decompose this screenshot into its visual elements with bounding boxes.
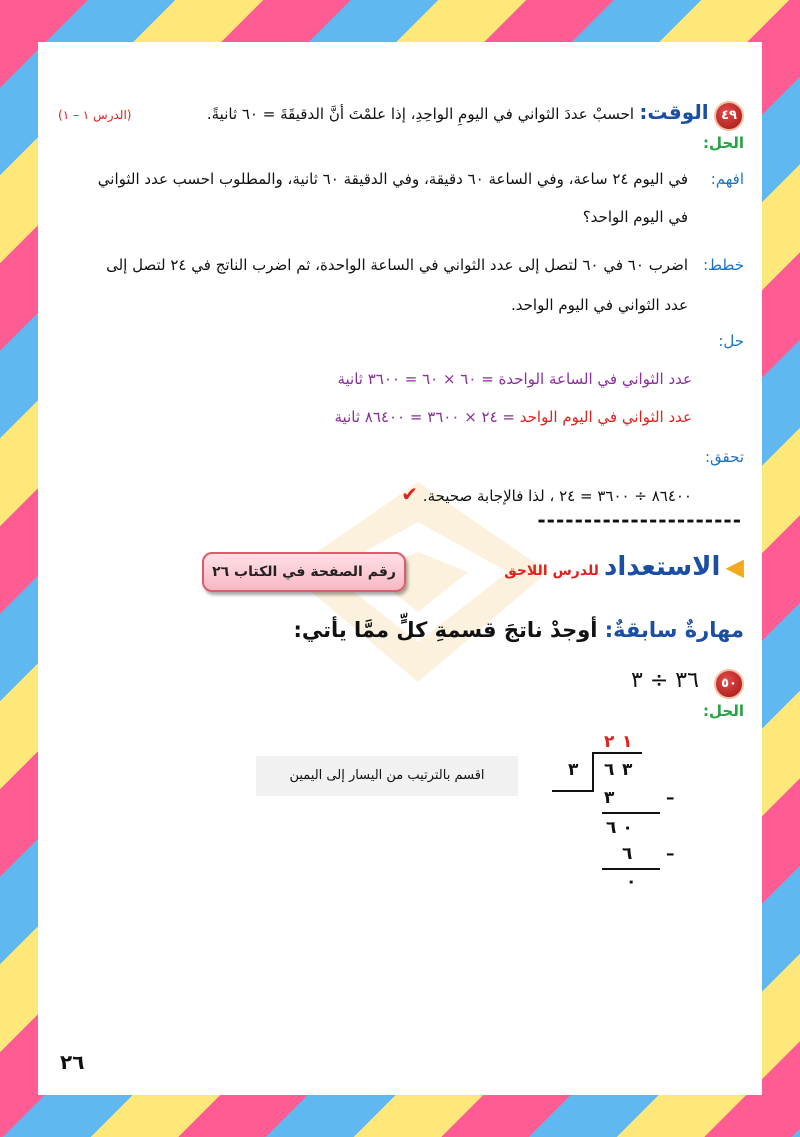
understand-line-2: في اليوم الواحد؟	[582, 208, 688, 226]
q49-header	[207, 100, 744, 131]
quotient-digit-ones: ٢	[604, 732, 615, 752]
q50-header	[631, 668, 744, 699]
understand-line-1: في اليوم ٢٤ ساعة، وفي الساعة ٦٠ دقيقة، وفي الدقيقة ٦٠ ثانية، والمطلوب احسب عدد الثواني	[97, 170, 688, 188]
check-line-text: ٨٦٤٠٠ ÷ ٣٦٠٠ = ٢٤ ، لذا فالإجابة صحيحة.	[422, 487, 692, 505]
step1-minus: –	[666, 788, 675, 808]
step2-subtrahend: ٦	[622, 844, 633, 864]
step2-line	[602, 868, 660, 870]
solve-label: حل:	[718, 332, 744, 350]
worksheet-page	[38, 42, 762, 1095]
q49-title: الوقت:	[639, 100, 709, 124]
q49-lesson-ref: (الدرس ١ – ١)	[58, 108, 132, 122]
dividend-digit-ones: ٦	[604, 760, 615, 780]
division-bar-under-divisor	[552, 790, 594, 792]
quotient-digit-tens: ١	[622, 732, 633, 752]
solve-line-2-label: عدد الثواني في اليوم الواحد	[519, 408, 692, 426]
check-mark-icon: ✔	[401, 482, 419, 506]
dividend-digit-tens: ٣	[622, 760, 633, 780]
check-line	[401, 482, 692, 506]
check-label: تحقق:	[704, 448, 744, 466]
skill-label: مهارةٌ سابقةٌ:	[604, 618, 744, 642]
step1-line	[602, 812, 660, 814]
prep-subtitle: للدرس اللاحق	[504, 563, 599, 579]
q49-solution-label: الحل:	[703, 134, 744, 152]
plan-line-1: اضرب ٦٠ في ٦٠ لتصل إلى عدد الثواني في الساعة الواحدة، ثم اضرب الناتج في ٢٤ لتصل إلى	[106, 256, 688, 274]
solve-line-2	[335, 408, 692, 426]
final-remainder: ٠	[626, 872, 637, 892]
plan-label: خطط:	[703, 256, 744, 274]
prep-title: الاستعداد	[604, 552, 721, 582]
step1-remainder: ٠ ٦	[606, 818, 633, 838]
solve-line-1	[337, 370, 692, 388]
q49-number-badge: ٤٩	[714, 101, 744, 131]
page-reference-badge: رقم الصفحة في الكتاب ٢٦	[202, 552, 406, 592]
skill-heading	[293, 618, 744, 642]
solve-line-1-math: = ٦٠ × ٦٠ = ٣٦٠٠ ثانية	[337, 370, 494, 388]
q49-question: احسبْ عددَ الثواني في اليومِ الواحِدِ، إذا علمْتَ أنَّ الدقيقَةَ = ٦٠ ثانيةً.	[206, 105, 635, 123]
division-bar-top	[592, 752, 642, 754]
divisor: ٣	[568, 760, 579, 780]
solve-line-2-math: = ٢٤ × ٣٦٠٠ = ٨٦٤٠٠ ثانية	[334, 408, 515, 426]
understand-label: افهم:	[710, 170, 744, 188]
q50-instruction-note: اقسم بالترتيب من اليسار إلى اليمين	[256, 756, 518, 796]
section-divider: ----------------------	[537, 508, 742, 532]
q50-number-badge: ٥٠	[714, 669, 744, 699]
step2-minus: –	[666, 844, 675, 864]
step1-subtrahend: ٣	[604, 788, 615, 808]
page-number: ٢٦	[60, 1050, 85, 1074]
prep-arrow-icon: ◀	[725, 553, 744, 581]
skill-text: أوجدْ ناتجَ قسمةِ كلٍّ ممَّا يأتي:	[293, 618, 598, 642]
prep-heading	[504, 552, 744, 582]
plan-line-2: عدد الثواني في اليوم الواحد.	[511, 296, 688, 314]
q50-solution-label: الحل:	[703, 702, 744, 720]
q50-expression: ٣٦ ÷ ٣	[631, 668, 699, 693]
division-bar-side	[592, 752, 594, 790]
solve-line-1-label: عدد الثواني في الساعة الواحدة	[498, 370, 692, 388]
